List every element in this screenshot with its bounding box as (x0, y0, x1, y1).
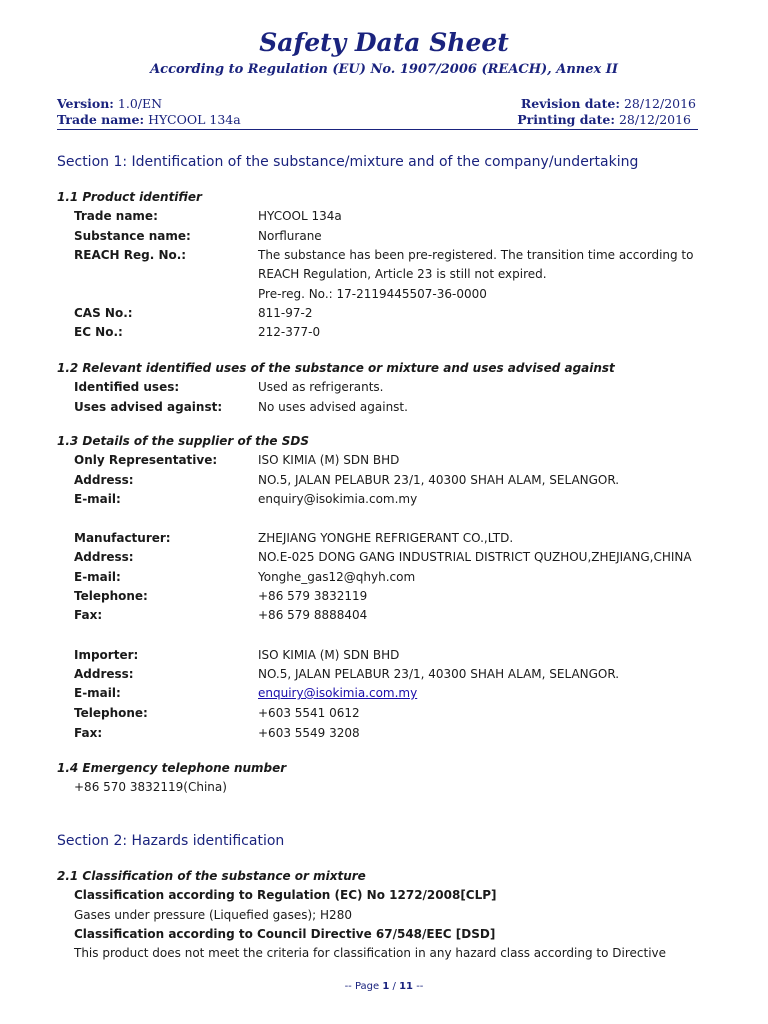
reach-reg-row (74, 248, 700, 266)
section-1-heading: Section 1: Identification of the substance/mixture and of the company/undertaking (57, 154, 639, 170)
mfr-telephone-label: Telephone: (74, 589, 148, 603)
importer-label: Importer: (74, 648, 139, 662)
uses-advised-against-row (74, 400, 700, 418)
ec-label: EC No.: (74, 325, 123, 339)
only-representative-row (74, 453, 700, 471)
section-2-heading: Section 2: Hazards identification (57, 833, 285, 849)
trade-name-value: HYCOOL 134a (258, 209, 342, 223)
reach-reg-line-3: Pre-reg. No.: 17-2119445507-36-0000 (258, 287, 487, 301)
imp-telephone-row (74, 706, 700, 724)
mfr-email-label: E-mail: (74, 570, 121, 584)
cas-label: CAS No.: (74, 306, 133, 320)
identified-uses-row (74, 380, 700, 398)
document-title: Safety Data Sheet (259, 28, 509, 57)
uses-advised-against-value: No uses advised against. (258, 400, 408, 414)
subsection-2-1-title: 2.1 Classification of the substance or mixture (57, 869, 366, 883)
importer-row (74, 648, 700, 666)
mfr-telephone-row (74, 589, 700, 607)
imp-address-row (74, 667, 700, 685)
imp-fax-row (74, 726, 700, 744)
manufacturer-value: ZHEJIANG YONGHE REFRIGERANT CO.,LTD. (258, 531, 514, 545)
or-email-value: enquiry@isokimia.com.my (258, 492, 418, 506)
ec-value: 212-377-0 (258, 325, 321, 339)
substance-name-label: Substance name: (74, 229, 191, 243)
imp-address-value: NO.5, JALAN PELABUR 23/1, 40300 SHAH ALAM, SELANGOR. (258, 667, 620, 681)
mfr-address-row (74, 550, 700, 568)
cas-row (74, 306, 700, 324)
current-page-number: 1 (382, 981, 390, 992)
mfr-telephone-value: +86 579 3832119 (258, 589, 368, 603)
subsection-1-1-title: 1.1 Product identifier (57, 190, 202, 204)
document-subtitle: According to Regulation (EU) No. 1907/2006 (REACH), Annex II (150, 62, 618, 77)
uses-advised-against-label: Uses advised against: (74, 400, 223, 414)
only-representative-label: Only Representative: (74, 453, 218, 467)
identified-uses-label: Identified uses: (74, 380, 180, 394)
footer-suffix: -- (416, 981, 424, 992)
footer-separator: / (392, 981, 396, 992)
importer-value: ISO KIMIA (M) SDN BHD (258, 648, 400, 662)
only-representative-value: ISO KIMIA (M) SDN BHD (258, 453, 400, 467)
total-page-count: 11 (399, 981, 414, 992)
manufacturer-label: Manufacturer: (74, 531, 171, 545)
mfr-fax-label: Fax: (74, 608, 103, 622)
mfr-email-row (74, 570, 700, 588)
imp-email-label: E-mail: (74, 686, 121, 700)
reach-reg-label: REACH Reg. No.: (74, 248, 187, 262)
substance-name-row (74, 229, 700, 247)
or-address-row (74, 473, 700, 491)
version-value: 1.0/EN (117, 96, 163, 111)
subsection-1-3-title: 1.3 Details of the supplier of the SDS (57, 434, 309, 448)
dsd-value: This product does not meet the criteria for classification in any hazard class according to Directive (74, 946, 667, 960)
or-email-row (74, 492, 700, 510)
revision-line (521, 96, 696, 111)
imp-address-label: Address: (74, 667, 134, 681)
reach-reg-line-2: REACH Regulation, Article 23 is still not expired. (258, 267, 547, 281)
printing-line (517, 112, 691, 127)
revision-value: 28/12/2016 (623, 96, 696, 111)
page-footer (0, 981, 768, 992)
manufacturer-row (74, 531, 700, 549)
trade-name-row (74, 209, 700, 227)
or-address-value: NO.5, JALAN PELABUR 23/1, 40300 SHAH ALAM, SELANGOR. (258, 473, 620, 487)
imp-telephone-value: +603 5541 0612 (258, 706, 360, 720)
version-label: Version: (57, 96, 114, 111)
trade-name-header-value: HYCOOL 134a (148, 112, 241, 127)
mfr-email-value: Yonghe_gas12@qhyh.com (258, 570, 416, 584)
mfr-address-value: NO.E-025 DONG GANG INDUSTRIAL DISTRICT QUZHOU,ZHEJIANG,CHINA (258, 550, 692, 564)
imp-fax-label: Fax: (74, 726, 103, 740)
trade-name-label: Trade name: (74, 209, 158, 223)
ec-row (74, 325, 700, 343)
mfr-fax-row (74, 608, 700, 626)
imp-fax-value: +603 5549 3208 (258, 726, 360, 740)
version-line (57, 96, 162, 111)
imp-email-link[interactable]: enquiry@isokimia.com.my (258, 686, 418, 700)
mfr-fax-value: +86 579 8888404 (258, 608, 368, 622)
emergency-phone-value: +86 570 3832119(China) (74, 780, 227, 794)
or-address-label: Address: (74, 473, 134, 487)
cas-value: 811-97-2 (258, 306, 313, 320)
footer-prefix: -- Page (344, 981, 380, 992)
printing-label: Printing date: (517, 112, 615, 127)
reach-reg-line-1: The substance has been pre-registered. The transition time according to (258, 248, 694, 262)
substance-name-value: Norflurane (258, 229, 322, 243)
subsection-1-4-title: 1.4 Emergency telephone number (57, 761, 287, 775)
clp-heading: Classification according to Regulation (EC) No 1272/2008[CLP] (74, 888, 497, 902)
header-divider (57, 129, 698, 130)
printing-value: 28/12/2016 (618, 112, 691, 127)
revision-label: Revision date: (520, 96, 620, 111)
mfr-address-label: Address: (74, 550, 134, 564)
or-email-label: E-mail: (74, 492, 121, 506)
dsd-heading: Classification according to Council Directive 67/548/EEC [DSD] (74, 927, 496, 941)
trade-name-line (57, 112, 241, 127)
identified-uses-value: Used as refrigerants. (258, 380, 384, 394)
imp-telephone-label: Telephone: (74, 706, 148, 720)
imp-email-row (74, 686, 700, 704)
trade-name-header-label: Trade name: (57, 112, 145, 127)
clp-value: Gases under pressure (Liquefied gases); H280 (74, 908, 352, 922)
subsection-1-2-title: 1.2 Relevant identified uses of the substance or mixture and uses advised against (57, 361, 615, 375)
